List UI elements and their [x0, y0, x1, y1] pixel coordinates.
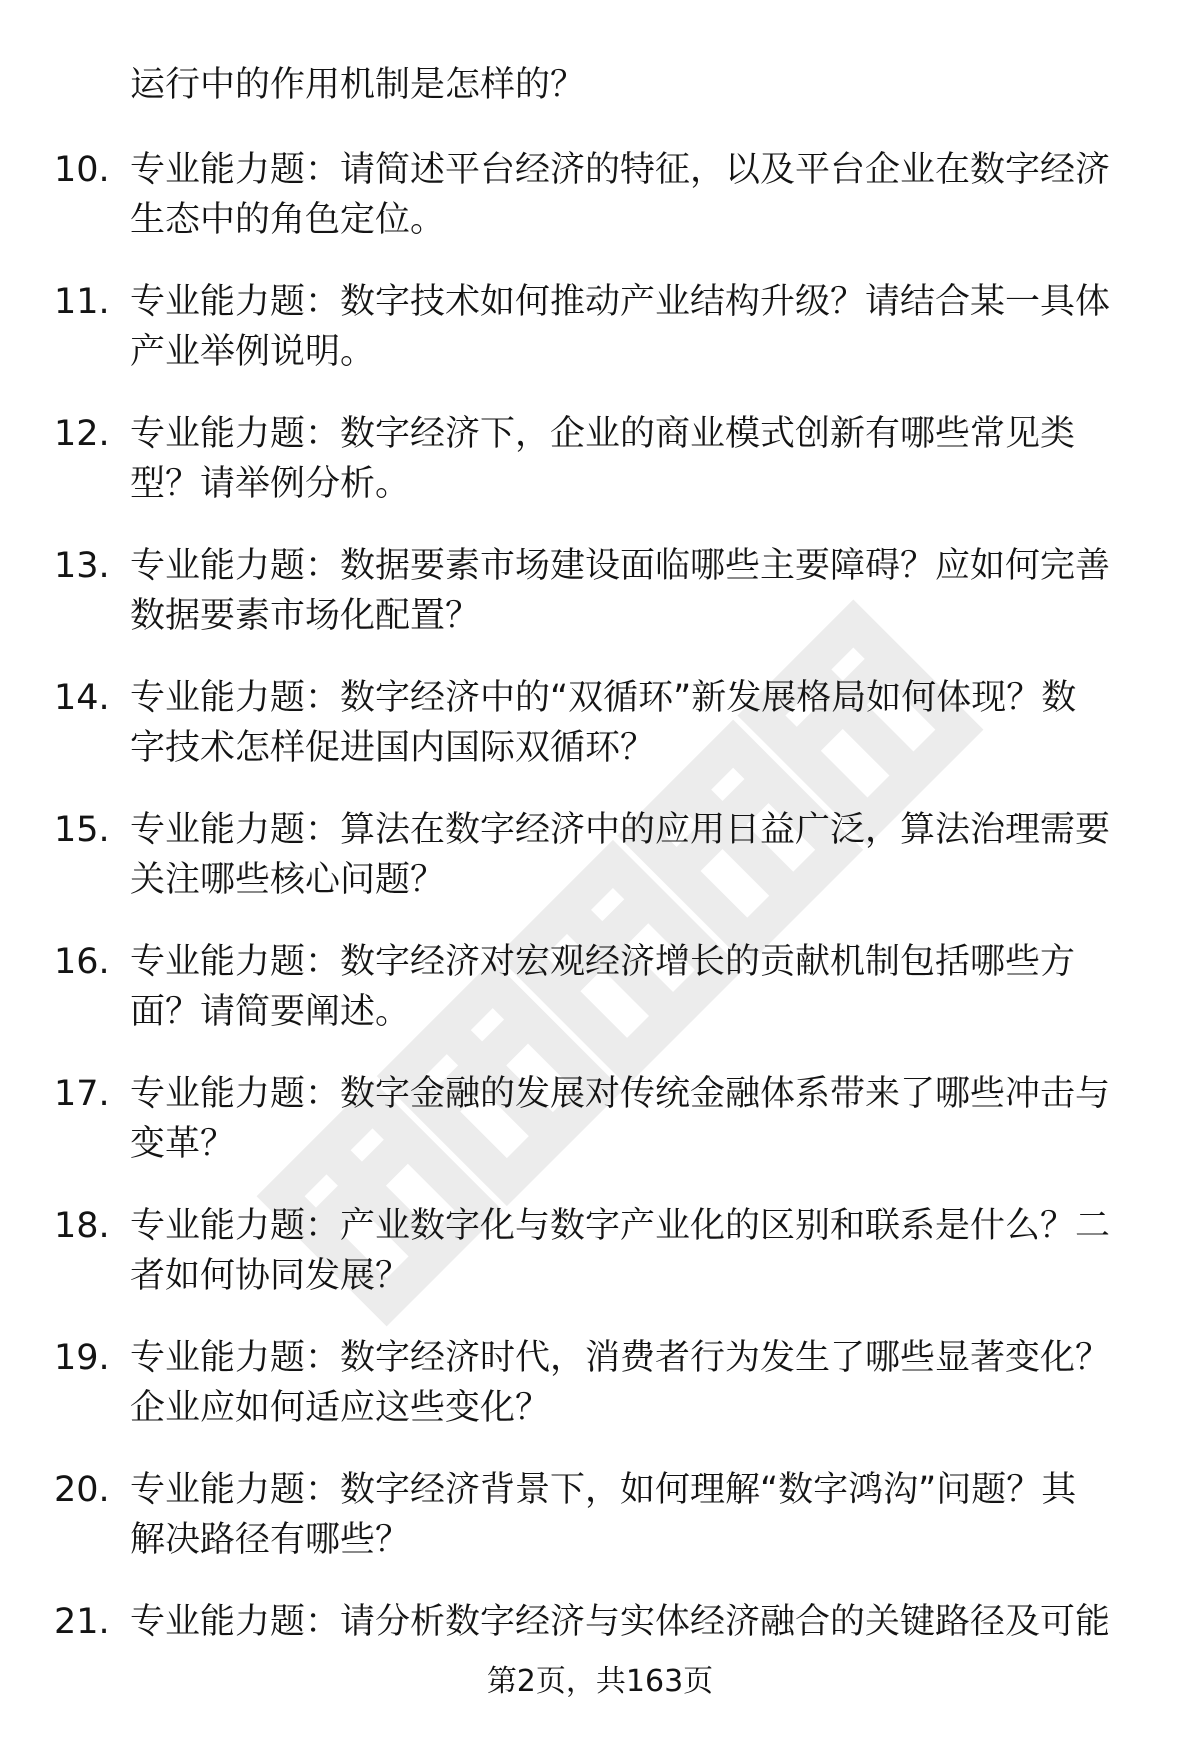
question-text-line: 专业能力题：数字金融的发展对传统金融体系带来了哪些冲击与 [130, 1074, 1111, 1114]
question-text-line: 专业能力题：数字经济时代，消费者行为发生了哪些显著变化？ [130, 1338, 1111, 1378]
question-text [130, 1333, 1140, 1433]
question-text [130, 145, 1140, 245]
question-text [130, 1069, 1140, 1169]
question-text [130, 673, 1140, 773]
question-item [0, 673, 1200, 805]
question-text-line: 专业能力题：产业数字化与数字产业化的区别和联系是什么？二 [130, 1206, 1111, 1246]
question-text-line: 关注哪些核心问题？ [130, 860, 446, 900]
continuation-text: 运行中的作用机制是怎样的？ [130, 65, 586, 105]
page-footer: 第2页，共163页 [486, 1664, 714, 1699]
question-text [130, 541, 1140, 641]
question-text-line: 面？请简要阐述。 [130, 992, 411, 1032]
question-text-line: 专业能力题：请简述平台经济的特征，以及平台企业在数字经济 [130, 150, 1111, 190]
question-item [0, 1069, 1200, 1201]
question-text-line: 专业能力题：数字经济下，企业的商业模式创新有哪些常见类 [130, 414, 1076, 454]
question-number: 14. [54, 678, 110, 718]
question-item [0, 409, 1200, 541]
question-item [0, 541, 1200, 673]
question-text [130, 409, 1140, 509]
question-number: 15. [54, 810, 110, 850]
question-text-line: 字技术怎样促进国内国际双循环？ [130, 728, 656, 768]
question-number: 12. [54, 414, 110, 454]
question-text [130, 1201, 1140, 1301]
question-text-line: 专业能力题：数据要素市场建设面临哪些主要障碍？应如何完善 [130, 546, 1111, 586]
question-text-line: 专业能力题：算法在数字经济中的应用日益广泛，算法治理需要 [130, 810, 1111, 850]
question-item [0, 1201, 1200, 1333]
question-text-line: 专业能力题：数字经济对宏观经济增长的贡献机制包括哪些方 [130, 942, 1076, 982]
question-text-line: 专业能力题：数字经济背景下，如何理解“数字鸿沟”问题？其 [130, 1470, 1077, 1510]
question-text-line: 专业能力题：数字技术如何推动产业结构升级？请结合某一具体 [130, 282, 1111, 322]
question-text-line: 生态中的角色定位。 [130, 200, 446, 240]
question-text [130, 805, 1140, 905]
question-number: 13. [54, 546, 110, 586]
question-number: 18. [54, 1206, 110, 1246]
question-number: 21. [54, 1602, 110, 1642]
question-item [0, 1465, 1200, 1597]
question-number: 10. [54, 150, 110, 190]
question-text [130, 1465, 1140, 1565]
question-text-line: 解决路径有哪些？ [130, 1520, 411, 1560]
question-text-line: 者如何协同发展？ [130, 1256, 411, 1296]
question-text-line: 专业能力题：数字经济中的“双循环”新发展格局如何体现？数 [130, 678, 1077, 718]
question-number: 11. [54, 282, 110, 322]
question-text-line: 产业举例说明。 [130, 332, 376, 372]
question-text [130, 937, 1140, 1037]
question-number: 16. [54, 942, 110, 982]
question-item [0, 145, 1200, 277]
question-text-line: 企业应如何适应这些变化？ [130, 1388, 551, 1428]
question-text [130, 277, 1140, 377]
question-number: 17. [54, 1074, 110, 1114]
question-item [0, 937, 1200, 1069]
question-text-line: 变革？ [130, 1124, 236, 1164]
question-item [0, 1333, 1200, 1465]
question-item [0, 277, 1200, 409]
question-text-line: 数据要素市场化配置？ [130, 596, 481, 636]
question-text-line: 专业能力题：请分析数字经济与实体经济融合的关键路径及可能 [130, 1602, 1111, 1642]
question-item [0, 805, 1200, 937]
question-text [130, 1597, 1140, 1647]
question-number: 20. [54, 1470, 110, 1510]
question-text-line: 型？请举例分析。 [130, 464, 411, 504]
question-number: 19. [54, 1338, 110, 1378]
question-list [0, 145, 1200, 1729]
